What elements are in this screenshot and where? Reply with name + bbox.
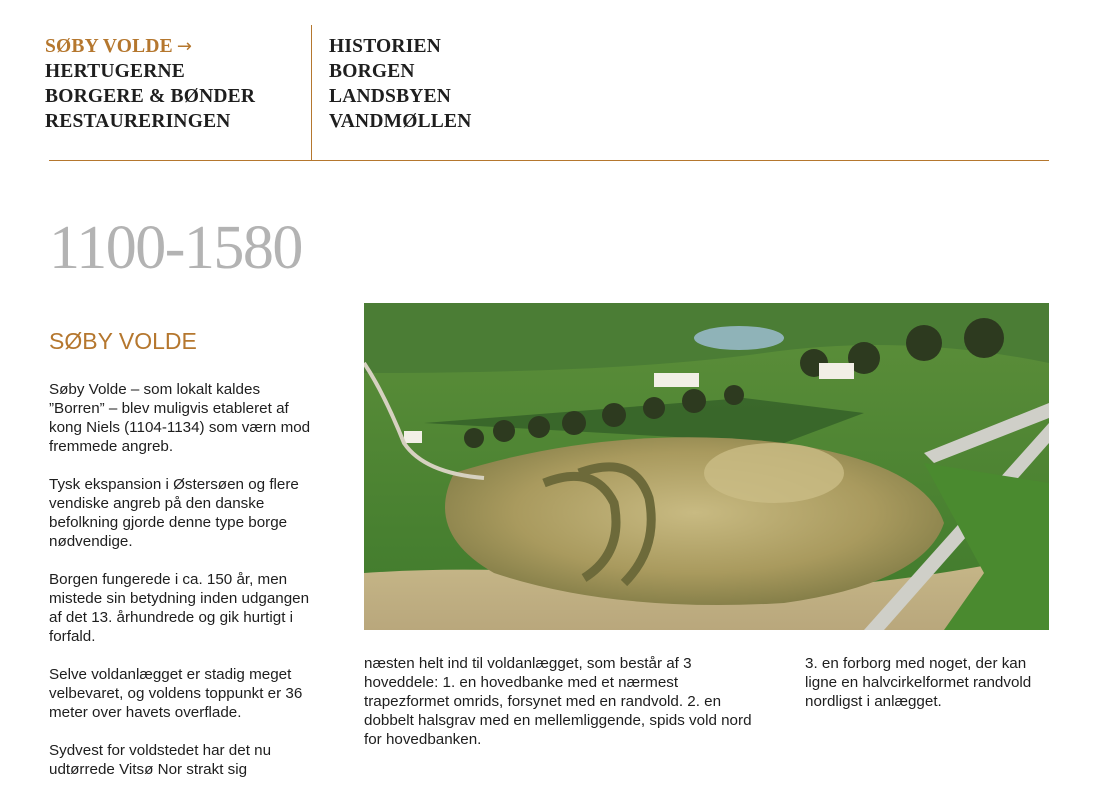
nav-divider: [311, 25, 312, 160]
section-title: SØBY VOLDE: [49, 328, 197, 354]
paragraph: Sydvest for voldstedet har det nu udtørrede Vitsø Nor strakt sig: [49, 742, 272, 778]
paragraph: Søby Volde – som lokalt kaldes ”Borren” – blev muligvis etableret af kong Niels (1104-1134) som værn mod fremmede angreb.: [49, 381, 311, 455]
aerial-photo: [364, 303, 1049, 630]
period-heading: 1100-1580: [49, 214, 302, 282]
nav-link-borgen[interactable]: BORGEN: [329, 61, 415, 82]
secondary-nav: [329, 34, 472, 134]
paragraph: 3. en forborg med noget, der kan ligne en halvcirkelformet randvold nordligst i anlægget.: [805, 655, 1032, 710]
nav-link-soby-volde[interactable]: [45, 34, 255, 59]
header-divider: [49, 160, 1049, 161]
text-column-3: [805, 654, 1055, 730]
nav-link-historien[interactable]: HISTORIEN: [329, 36, 441, 57]
nav-link-restaureringen[interactable]: RESTAURERINGEN: [45, 111, 231, 132]
text-column-2: [364, 654, 764, 768]
nav-link-hertugerne[interactable]: HERTUGERNE: [45, 61, 186, 82]
nav-link-borgere-bonder[interactable]: BORGERE & BØNDER: [45, 86, 256, 107]
text-column-1: [49, 380, 319, 798]
primary-nav: [45, 34, 255, 134]
paragraph: Borgen fungerede i ca. 150 år, men mistede sin betydning inden udgangen af det 13. århundrede og gik hurtigt i forfald.: [49, 571, 310, 645]
nav-link-vandmollen[interactable]: VANDMØLLEN: [329, 111, 472, 132]
paragraph: næsten helt ind til voldanlægget, som består af 3 hoveddele: 1. en hovedbanke med et nærmest trapezformet omrids, forsynet med en randvold. 2. en dobbelt halsgrav med en mellemliggende, spids vold nord for hovedbanken.: [364, 655, 752, 748]
nav-link-label: SØBY VOLDE: [45, 36, 173, 57]
paragraph: Selve voldanlægget er stadig meget velbevaret, og voldens toppunkt er 36 meter over havets overflade.: [49, 666, 303, 721]
arrow-right-icon: →: [176, 36, 193, 57]
paragraph: Tysk ekspansion i Østersøen og flere vendiske angreb på den danske befolkning gjorde denne type borge nødvendige.: [49, 476, 299, 550]
nav-link-landsbyen[interactable]: LANDSBYEN: [329, 86, 452, 107]
